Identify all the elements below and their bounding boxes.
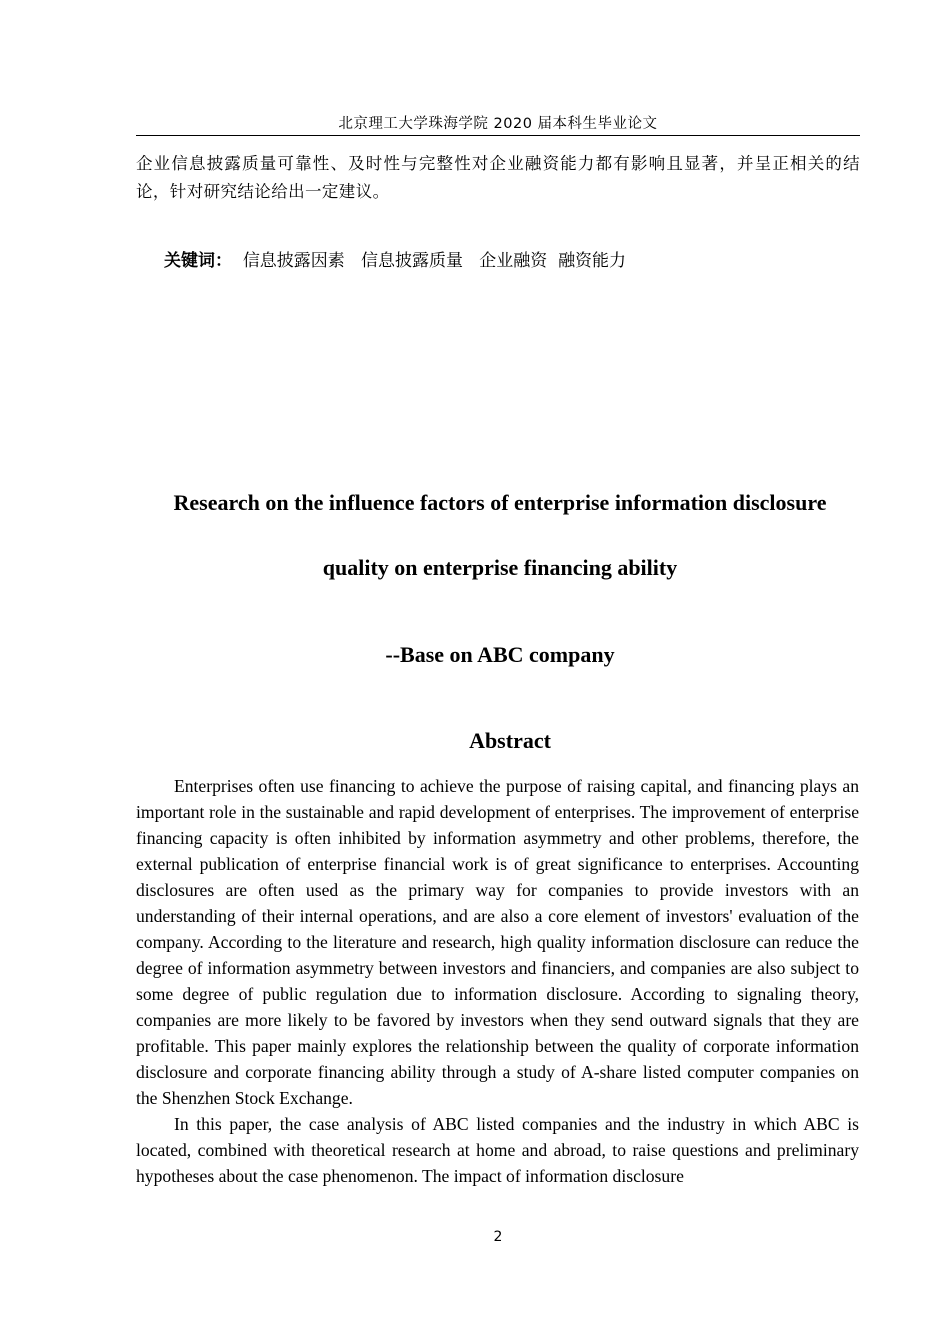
chinese-abstract-paragraph: 企业信息披露质量可靠性、及时性与完整性对企业融资能力都有影响且显著，并呈正相关的结论，针对研究结论给出一定建议。 bbox=[136, 154, 860, 201]
keywords-label: 关键词： bbox=[164, 251, 232, 271]
abstract-paragraph: In this paper, the case analysis of ABC listed companies and the industry in which ABC is located, combined with theoretical research at home and abroad, to raise questions and preliminary hypotheses about the case phenomenon. The impact of information disclosure bbox=[136, 1114, 859, 1186]
abstract-body bbox=[136, 773, 859, 1189]
keyword-item: 融资能力 bbox=[558, 251, 627, 271]
keyword-item: 企业融资 bbox=[479, 251, 548, 271]
english-subtitle: --Base on ABC company bbox=[385, 642, 615, 667]
abstract-paragraph: Enterprises often use financing to achieve the purpose of raising capital, and financing plays an important role in the sustainable and rapid development of enterprises. The improvement of enterprise financing capacity is often inhibited by information asymmetry and other problems, therefore, the external publication of enterprise financial work is of great significance to enterprises. Accounting disclosures are often used as the primary way for companies to provide investors with an understanding of their internal operations, and are also a core element of investors' evaluation of the company. According to the literature and research, high quality information disclosure can reduce the degree of information asymmetry between investors and financiers, and companies are also subject to some degree of public regulation due to information disclosure. According to signaling theory, companies are more likely to be favored by investors when they send outward signals that they are profitable. This paper mainly explores the relationship between the quality of corporate information disclosure and corporate financing ability through a study of A-share listed computer companies on the Shenzhen Stock Exchange. bbox=[136, 776, 859, 1108]
keyword-item: 信息披露质量 bbox=[361, 251, 464, 271]
abstract-heading: Abstract bbox=[469, 728, 551, 753]
english-title-line-1: Research on the influence factors of enterprise information disclosure bbox=[173, 490, 827, 515]
keyword-item: 信息披露因素 bbox=[242, 251, 345, 271]
header-rule bbox=[136, 135, 860, 136]
page-header: 北京理工大学珠海学院 2020 届本科生毕业论文 bbox=[338, 116, 658, 132]
english-title-line-2: quality on enterprise financing ability bbox=[322, 555, 678, 580]
keywords-line bbox=[164, 247, 854, 275]
page-number: 2 bbox=[493, 1229, 503, 1245]
